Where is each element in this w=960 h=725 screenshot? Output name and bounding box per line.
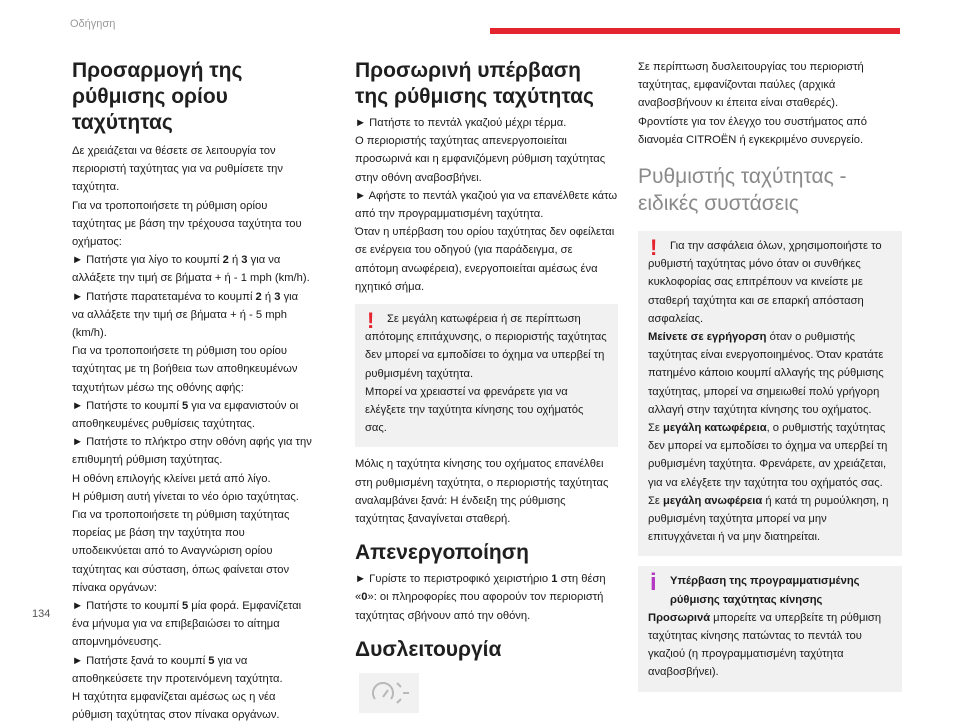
heading-cruise-control-recommendations: Ρυθμιστής ταχύτητας - ειδικές συστάσεις: [638, 165, 847, 216]
paragraph: Για να τροποποιήσετε τη ρύθμιση ταχύτητας πορείας με βάση την ταχύτητα που υποδεικνύεται από το Αναγνώριση ορίου ταχύτητας και σύσταση, όπως φαίνεται στον πίνακα οργάνων:: [72, 509, 290, 594]
warning-text: Σε μεγάλη κατωφέρεια, ο ρυθμιστής ταχύτητας δεν μπορεί να εμποδίσει το όχημα να υπερβεί τη ρυθμισμένη ταχύτητα. Φρενάρετε, αν χρειάζεται, για να ελέγξετε την ταχύτητα του οχήματός σας.: [648, 422, 888, 489]
paragraph: Ο περιοριστής ταχύτητας απενεργοποιείται προσωρινά και η εμφανιζόμενη ρύθμιση ταχύτητας στην οθόνη αναβοσβήνει.: [355, 135, 606, 184]
paragraph: Για να τροποποιήσετε τη ρύθμιση του ορίου ταχύτητας με τη βοήθεια των αποθηκευμένων ταχυτήτων μέσω της οθόνης αφής:: [72, 345, 298, 394]
step: ► Πατήστε για λίγο το κουμπί 2 ή 3 για να αλλάξετε την τιμή σε βήματα + ή - 1 mph (km/h).: [72, 254, 310, 285]
step: ► Πατήστε το πεντάλ γκαζιού μέχρι τέρμα.: [355, 117, 567, 129]
info-box: [638, 566, 902, 691]
info-title: Υπέρβαση της προγραμματισμένης ρύθμισης ταχύτητας κίνησης: [670, 575, 860, 606]
warning-text: Μείνετε σε εγρήγορση όταν ο ρυθμιστής ταχύτητας είναι ενεργοποιημένος. Όταν κρατάτε πατημένο κάποιο κουμπί αλλαγής της ρύθμισης ταχύτητας, μπορεί να σημειωθεί πολύ γρήγορη αλλαγή στην ταχύτητα κίνησης του οχήματος.: [648, 331, 884, 416]
paragraph: Φροντίστε για τον έλεγχο του συστήματος από διανομέα CITROËN ή εγκεκριμένο συνεργείο.: [638, 115, 867, 146]
heading-adjust-speed-limit: Προσαρμογή της ρύθμισης ορίου ταχύτητας: [72, 59, 243, 134]
column-3: [638, 58, 902, 692]
paragraph: Όταν η υπέρβαση του ορίου ταχύτητας δεν οφείλεται σε ενέργεια του οδηγού (για παράδειγμα, σε απότομη ανωφέρεια), ενεργοποιείται αμέσως ένα ηχητικό σήμα.: [355, 226, 615, 293]
step: ► Πατήστε το κουμπί 5 μία φορά. Εμφανίζεται ένα μήνυμα για να επιβεβαιώσει το αίτημα απομνημόνευσης.: [72, 600, 302, 649]
section-header: Οδήγηση: [70, 18, 116, 30]
warning-icon: !: [367, 308, 375, 334]
paragraph: Δε χρειάζεται να θέσετε σε λειτουργία τον περιοριστή ταχύτητας για να ρυθμίσετε την ταχύτητα.: [72, 145, 283, 194]
paragraph: Η ταχύτητα εμφανίζεται αμέσως ως η νέα ρύθμιση ταχύτητας στον πίνακα οργάνων.: [72, 691, 280, 722]
warning-icon: !: [650, 235, 658, 261]
column-1: [72, 58, 312, 725]
column-2: [355, 58, 618, 719]
heading-temporary-override: Προσωρινή υπέρβαση της ρύθμισης ταχύτητας: [355, 59, 594, 108]
warning-box: [355, 304, 618, 447]
paragraph: Για να τροποποιήσετε τη ρύθμιση ορίου ταχύτητας με βάση την τρέχουσα ταχύτητα του οχήματος:: [72, 199, 302, 249]
step: ► Πατήστε ξανά το κουμπί 5 για να αποθηκεύσετε την προτεινόμενη ταχύτητα.: [72, 654, 283, 685]
paragraph: Σε περίπτωση δυσλειτουργίας του περιοριστή ταχύτητας, εμφανίζονται παύλες (αρχικά αναβοσβήνουν κι έπειτα είναι σταθερές).: [638, 61, 864, 110]
step: ► Πατήστε το πλήκτρο στην οθόνη αφής για την επιθυμητή ρύθμιση ταχύτητας.: [72, 436, 312, 467]
warning-text: Μπορεί να χρειαστεί να φρενάρετε για να ελέγξετε την ταχύτητα κίνησης του οχήματός σας.: [365, 385, 584, 435]
speed-limiter-fault-icon: [359, 673, 419, 713]
heading-malfunction: Δυσλειτουργία: [355, 637, 502, 661]
warning-text: Σε μεγάλη κατωφέρεια ή σε περίπτωση απότομης επιτάχυνσης, ο περιοριστής ταχύτητας δεν μπορεί να εμποδίσει το όχημα να υπερβεί τη ρυθμισμένη ταχύτητα.: [365, 313, 607, 380]
warning-text: Σε μεγάλη ανωφέρεια ή κατά τη ρυμούλκηση, η ρυθμισμένη ταχύτητα μπορεί να μην επιτυγχάνεται ή να μην διατηρείται.: [648, 494, 889, 544]
info-icon: i: [650, 569, 657, 597]
step: ► Αφήστε το πεντάλ γκαζιού για να επανέλθετε κάτω από την προγραμματισμένη ταχύτητα.: [355, 189, 618, 221]
paragraph: Η οθόνη επιλογής κλείνει μετά από λίγο.: [72, 472, 271, 485]
paragraph: Μόλις η ταχύτητα κίνησης του οχήματος επανέλθει στη ρυθμισμένη ταχύτητα, ο περιοριστής ταχύτητας αναλαμβάνει ξανά: Η ένδειξη της ρύθμισης ταχύτητας ξαναγίνεται σταθερή.: [355, 458, 609, 526]
page-number: 134: [32, 608, 51, 620]
section-color-bar: [490, 28, 900, 34]
paragraph: Η ρύθμιση αυτή γίνεται το νέο όριο ταχύτητας.: [72, 490, 299, 503]
info-text: Προσωρινά μπορείτε να υπερβείτε τη ρύθμιση ταχύτητας κίνησης πατώντας το πεντάλ του γκαζιού (η προγραμματισμένη ταχύτητα αναβοσβήνει).: [648, 611, 882, 679]
step: ► Πατήστε παρατεταμένα το κουμπί 2 ή 3 για να αλλάξετε την τιμή σε βήματα + ή - 5 mph (km/h).: [72, 290, 299, 340]
warning-box: [638, 231, 902, 556]
step: ► Γυρίστε το περιστροφικό χειριστήριο 1 στη θέση «0»: οι πληροφορίες που αφορούν τον περιοριστή ταχύτητας σβήνουν από την οθόνη.: [355, 573, 606, 622]
heading-deactivation: Απενεργοποίηση: [355, 541, 529, 565]
warning-text: Για την ασφάλεια όλων, χρησιμοποιήστε το ρυθμιστή ταχύτητας μόνο όταν οι συνθήκες κυκλοφορίας σας επιτρέπουν να κινείστε με σταθερή ταχύτητα και σε επαρκή απόσταση ασφαλείας.: [648, 240, 882, 325]
step: ► Πατήστε το κουμπί 5 για να εμφανιστούν οι αποθηκευμένες ρυθμίσεις ταχύτητας.: [72, 399, 299, 431]
